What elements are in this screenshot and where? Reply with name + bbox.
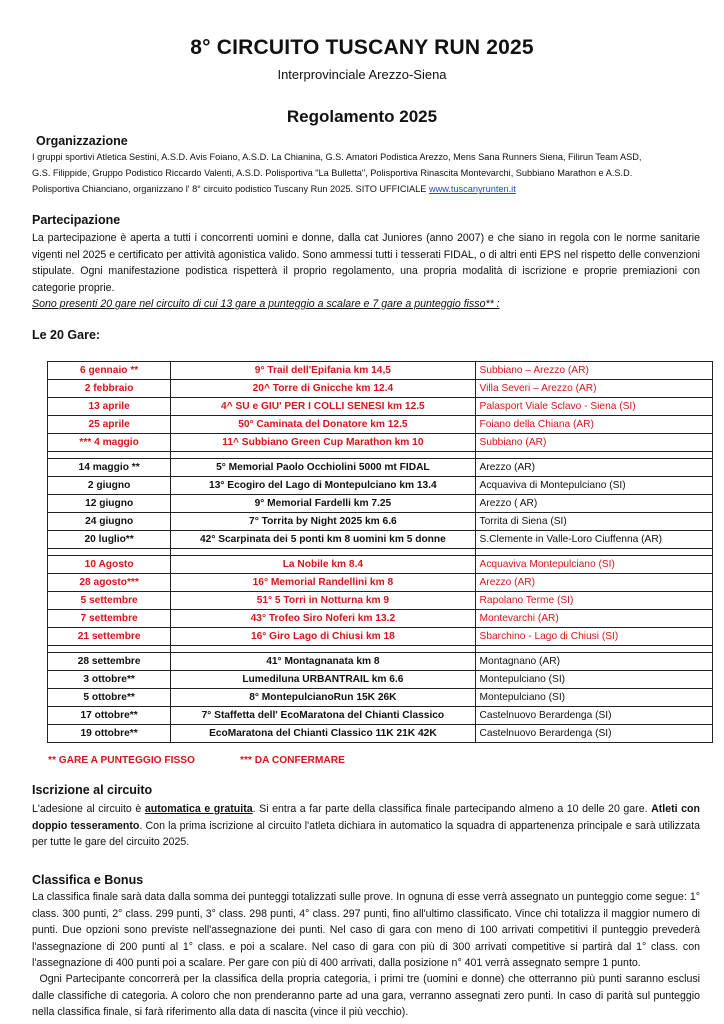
organizzazione-text	[32, 149, 702, 198]
organizzazione-line-2: G.S. Filippide, Gruppo Podistico Riccardo Valenti, A.S.D. Polisportiva "La Bulletta", Polisportiva Rinascita Montevarchi, Subbiano Marathon e A.S.D.	[32, 168, 633, 179]
race-name-cell: 13° Ecogiro del Lago di Montepulciano km 13.4	[171, 477, 475, 495]
separator-cell	[475, 452, 712, 459]
table-row	[48, 628, 713, 646]
organizzazione-line-1: I gruppi sportivi Atletica Sestini, A.S.D. Avis Foiano, A.S.D. La Chianina, G.S. Amatori Podistica Arezzo, Mens Sana Runners Siena, Filirun Team ASD,	[32, 152, 642, 162]
iscrizione-automatica: automatica e gratuita	[144, 803, 253, 815]
race-date-cell: 2 febbraio	[48, 380, 171, 398]
iscrizione-doppio-tesseramento: Atleti con doppio tesseramento	[32, 803, 700, 832]
classifica-text-2: Ogni Partecipante concorrerà per la classifica della propria categoria, i primi tre (uomini e donne) che otterranno più punti saranno esclusi dalle classifiche di categoria. A coloro che non prenderanno parte ad una gara, verranno assegnati zero punti. In caso di parità sul punteggio nella classifica finale, si farà riferimento alla data di nascita (vince il più vecchio).	[32, 973, 703, 1018]
race-place-cell: Subbiano – Arezzo (AR)	[475, 362, 712, 380]
separator-cell	[171, 549, 475, 556]
official-site-link[interactable]: www.tuscanyrunten.it	[428, 184, 516, 195]
race-place-cell: Montagnano (AR)	[475, 653, 712, 671]
race-place-cell: Palasport Viale Sclavo - Siena (SI)	[475, 398, 712, 416]
race-date-cell: 10 Agosto	[48, 556, 171, 574]
table-row	[48, 725, 713, 743]
table-row	[48, 610, 713, 628]
table-row	[48, 531, 713, 549]
race-date-cell: 13 aprile	[48, 398, 171, 416]
race-name-cell: 50° Caminata del Donatore km 12.5	[171, 416, 475, 434]
race-date-cell: 6 gennaio **	[48, 362, 171, 380]
table-row	[48, 513, 713, 531]
table-row	[48, 459, 713, 477]
race-name-cell: 42° Scarpinata dei 5 ponti km 8 uomini km 5 donne	[171, 531, 475, 549]
race-date-cell: 14 maggio **	[48, 459, 171, 477]
classifica-text-1: La classifica finale sarà data dalla somma dei punteggi totalizzati sulle prove. In ognuna di esse verrà assegnato un punteggio come segue: 1° class. 300 punti, 2° class. 299 punti, 3° class. 298 punti, 4° class. 297 punti, fino all'ultimo classificato. Vince chi totalizza il maggior numero di punti. Due opzioni sono previste nell'assegnazione dei punti. Nel caso di gara con meno di 100 arrivati competitivi il punteggio prevederà l'assegnazione di 200 punti al 1° class. e poi a scalare. Nel caso di gara con più di 300 arrivati competitive si partirà dal 1° class. con l'assegnazione di 400 punti poi a scalare. Per gare con più di 400 arrivati, dalla posizione n° 401 verrà assegnato sempre 1 punto.	[32, 891, 700, 969]
race-place-cell: Villa Severi – Arezzo (AR)	[475, 380, 712, 398]
race-place-cell: Acquaviva Montepulciano (SI)	[475, 556, 712, 574]
table-row	[48, 477, 713, 495]
race-name-cell: 41° Montagnanata km 8	[171, 653, 475, 671]
race-place-cell: Subbiano (AR)	[475, 434, 712, 452]
gare-heading: Le 20 Gare:	[32, 328, 101, 342]
partecipazione-note	[32, 296, 700, 313]
race-date-cell: 3 ottobre**	[48, 671, 171, 689]
race-place-cell: Arezzo ( AR)	[475, 495, 712, 513]
race-place-cell: Castelnuovo Berardenga (SI)	[475, 707, 712, 725]
document-subtitle: Interprovinciale Arezzo-Siena	[277, 67, 447, 82]
race-place-cell: Montevarchi (AR)	[475, 610, 712, 628]
race-date-cell: 20 luglio**	[48, 531, 171, 549]
races-table	[47, 361, 713, 743]
table-row	[48, 556, 713, 574]
race-date-cell: 25 aprile	[48, 416, 171, 434]
race-date-cell: *** 4 maggio	[48, 434, 171, 452]
table-row	[48, 653, 713, 671]
race-date-cell: 2 giugno	[48, 477, 171, 495]
race-name-cell: 9° Memorial Fardelli km 7.25	[171, 495, 475, 513]
race-name-cell: 5° Memorial Paolo Occhiolini 5000 mt FIDAL	[171, 459, 475, 477]
table-group-separator	[48, 549, 713, 556]
race-name-cell: La Nobile km 8.4	[171, 556, 475, 574]
regolamento-title: Regolamento 2025	[286, 107, 438, 126]
separator-cell	[475, 549, 712, 556]
separator-cell	[48, 646, 171, 653]
race-date-cell: 21 settembre	[48, 628, 171, 646]
iscrizione-t5: . Con la prima iscrizione al circuito l'atleta dichiara in automatico la squadra di appartenenza principale e sarà utilizzata per tutte le gare del circuito 2025.	[32, 819, 700, 848]
race-place-cell: Foiano della Chiana (AR)	[475, 416, 712, 434]
table-row	[48, 362, 713, 380]
table-row	[48, 707, 713, 725]
race-name-cell: EcoMaratona del Chianti Classico 11K 21K 42K	[171, 725, 475, 743]
table-row	[48, 574, 713, 592]
race-place-cell: Torrita di Siena (SI)	[475, 513, 712, 531]
race-place-cell: S.Clemente in Valle-Loro Ciuffenna (AR)	[475, 531, 712, 549]
iscrizione-heading: Iscrizione al circuito	[32, 783, 153, 797]
race-date-cell: 28 settembre	[48, 653, 171, 671]
race-name-cell: 4^ SU e GIU' PER I COLLI SENESI km 12.5	[171, 398, 475, 416]
iscrizione-t1: L'adesione al circuito è	[32, 803, 145, 815]
iscrizione-text	[32, 801, 700, 851]
race-date-cell: 7 settembre	[48, 610, 171, 628]
race-name-cell: Lumediluna URBANTRAIL km 6.6	[171, 671, 475, 689]
partecipazione-text: La partecipazione è aperta a tutti i concorrenti uomini e donne, dalla cat Juniores (anno 2007) e che siano in regola con le norme sanitarie vigenti nel 2025 e certificato per attività agonistica valido. Sono ammessi tutti i tesserati FIDAL, o di altri enti EPS nel rispetto delle convenzioni stipulate. Ogni manifestazione podistica rispetterà il proprio regolamento, una propria modalità di iscrizione e proprie premiazioni con categorie proprie.	[32, 232, 700, 294]
race-date-cell: 19 ottobre**	[48, 725, 171, 743]
partecipazione-heading: Partecipazione	[32, 213, 121, 227]
iscrizione-t3: . Si entra a far parte della classifica finale partecipando almeno a 10 delle 20 gare.	[252, 803, 652, 815]
separator-cell	[48, 549, 171, 556]
race-name-cell: 7° Staffetta dell' EcoMaratona del Chianti Classico	[171, 707, 475, 725]
race-place-cell: Rapolano Terme (SI)	[475, 592, 712, 610]
table-row	[48, 592, 713, 610]
race-name-cell: 43° Trofeo Siro Noferi km 13.2	[171, 610, 475, 628]
table-row	[48, 398, 713, 416]
race-place-cell: Montepulciano (SI)	[475, 689, 712, 707]
table-row	[48, 495, 713, 513]
separator-cell	[48, 452, 171, 459]
separator-cell	[171, 646, 475, 653]
race-place-cell: Arezzo (AR)	[475, 459, 712, 477]
race-name-cell: 51° 5 Torri in Notturna km 9	[171, 592, 475, 610]
race-name-cell: 8° MontepulcianoRun 15K 26K	[171, 689, 475, 707]
race-name-cell: 11^ Subbiano Green Cup Marathon km 10	[171, 434, 475, 452]
legend-da-confermare: *** DA CONFERMARE	[240, 755, 345, 766]
race-name-cell: 16° Giro Lago di Chiusi km 18	[171, 628, 475, 646]
race-place-cell: Castelnuovo Berardenga (SI)	[475, 725, 712, 743]
race-date-cell: 5 settembre	[48, 592, 171, 610]
separator-cell	[171, 452, 475, 459]
table-group-separator	[48, 646, 713, 653]
document-title: 8° CIRCUITO TUSCANY RUN 2025	[190, 36, 534, 59]
separator-cell	[475, 646, 712, 653]
organizzazione-line-3	[32, 181, 702, 197]
race-date-cell: 28 agosto***	[48, 574, 171, 592]
race-place-cell: Acquaviva di Montepulciano (SI)	[475, 477, 712, 495]
race-date-cell: 24 giugno	[48, 513, 171, 531]
race-date-cell: 12 giugno	[48, 495, 171, 513]
race-place-cell: Arezzo (AR)	[475, 574, 712, 592]
gare-count-note: Sono presenti 20 gare nel circuito di cui 13 gare a punteggio a scalare e 7 gare a punteggio fisso** :	[32, 298, 500, 310]
race-name-cell: 16° Memorial Randellini km 8	[171, 574, 475, 592]
table-row	[48, 380, 713, 398]
table-row	[48, 434, 713, 452]
organizzazione-line-3-text: Polisportiva Chianciano, organizzano l' 8° circuito podistico Tuscany Run 2025. SITO UFFICIALE	[32, 184, 429, 195]
table-group-separator	[48, 452, 713, 459]
race-date-cell: 5 ottobre**	[48, 689, 171, 707]
race-place-cell: Montepulciano (SI)	[475, 671, 712, 689]
table-row	[48, 689, 713, 707]
race-name-cell: 7° Torrita by Night 2025 km 6.6	[171, 513, 475, 531]
table-row	[48, 416, 713, 434]
table-row	[48, 671, 713, 689]
legend-punteggio-fisso: ** GARE A PUNTEGGIO FISSO	[48, 755, 195, 766]
organizzazione-heading: Organizzazione	[36, 134, 128, 148]
race-name-cell: 9° Trail dell'Epifania km 14,5	[171, 362, 475, 380]
race-date-cell: 17 ottobre**	[48, 707, 171, 725]
classifica-heading: Classifica e Bonus	[32, 873, 144, 887]
race-place-cell: Sbarchino - Lago di Chiusi (SI)	[475, 628, 712, 646]
race-name-cell: 20^ Torre di Gnicche km 12.4	[171, 380, 475, 398]
